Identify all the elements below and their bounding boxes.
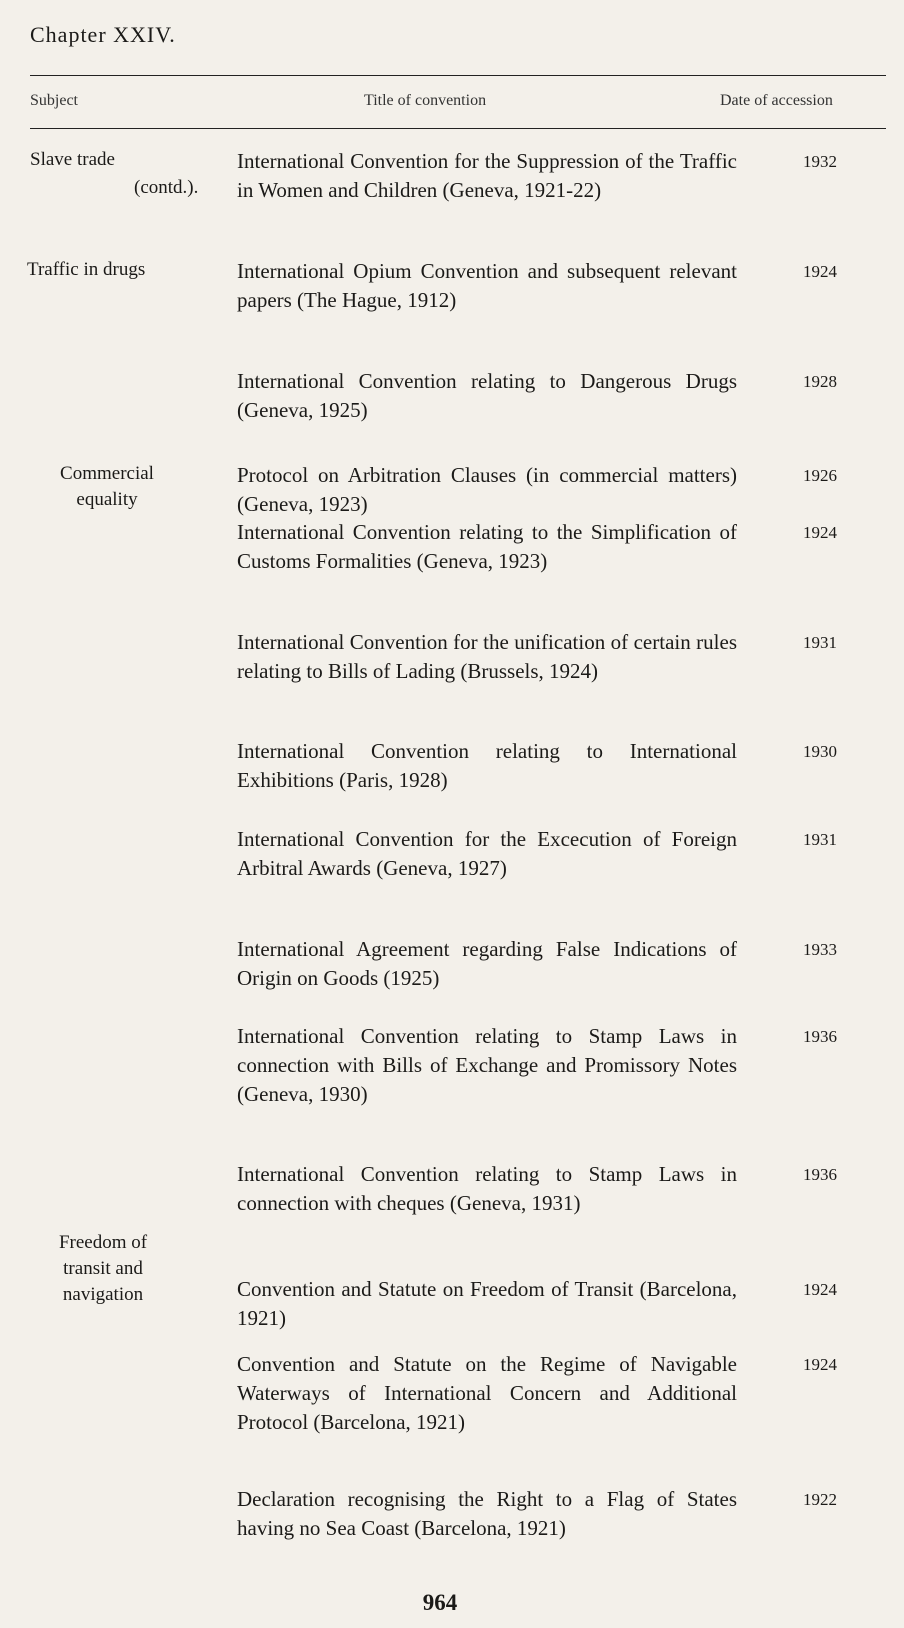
convention-title: International Convention for the unification of certain rules relating to Bills of Lading (Brussels, 1924) xyxy=(237,630,737,683)
column-header-date: Date of accession xyxy=(720,92,833,109)
convention-title: International Convention relating to International Exhibitions (Paris, 1928) xyxy=(237,739,737,792)
header-rule-bottom xyxy=(30,128,886,129)
accession-year: 1924 xyxy=(803,523,837,542)
subject-slave-trade-contd xyxy=(134,175,238,201)
chapter-heading: Chapter XXIV. xyxy=(30,22,176,47)
accession-year: 1931 xyxy=(803,633,837,652)
header-rule-top xyxy=(30,75,886,76)
accession-year: 1924 xyxy=(803,262,837,281)
accession-year: 1924 xyxy=(803,1280,837,1299)
accession-year: 1936 xyxy=(803,1027,837,1046)
subject-traffic-in-drugs xyxy=(27,257,217,283)
subject-line: (contd.). xyxy=(134,177,199,198)
convention-title: International Convention relating to Dangerous Drugs (Geneva, 1925) xyxy=(237,369,737,422)
accession-year: 1936 xyxy=(803,1165,837,1184)
accession-year: 1922 xyxy=(803,1490,837,1509)
convention-title: Protocol on Arbitration Clauses (in commercial matters) (Geneva, 1923) xyxy=(237,463,737,516)
subject-line: Traffic in drugs xyxy=(27,259,146,280)
subject-commercial-equality xyxy=(22,461,192,513)
subject-line: equality xyxy=(76,489,138,510)
subject-freedom-of-transit xyxy=(18,1230,188,1308)
subject-line: Freedom of xyxy=(58,1232,148,1253)
convention-title: International Opium Convention and subsequent relevant papers (The Hague, 1912) xyxy=(237,259,737,312)
convention-title: Convention and Statute on the Regime of Navigable Waterways of International Concern and Additional Protocol (Barcelona, 1921) xyxy=(237,1352,737,1434)
accession-year: 1926 xyxy=(803,466,837,485)
accession-year: 1932 xyxy=(803,152,837,171)
subject-line: navigation xyxy=(62,1284,144,1305)
convention-title: International Convention relating to Stamp Laws in connection with Bills of Exchange and Promissory Notes (Geneva, 1930) xyxy=(237,1024,737,1106)
convention-title: International Convention for the Excecution of Foreign Arbitral Awards (Geneva, 1927) xyxy=(237,827,737,880)
accession-year: 1928 xyxy=(803,372,837,391)
convention-title: Convention and Statute on Freedom of Transit (Barcelona, 1921) xyxy=(237,1277,737,1330)
accession-year: 1931 xyxy=(803,830,837,849)
column-header-subject: Subject xyxy=(30,92,78,109)
accession-year: 1930 xyxy=(803,742,837,761)
subject-slave-trade xyxy=(30,147,205,173)
subject-line: transit and xyxy=(63,1258,143,1279)
accession-year: 1924 xyxy=(803,1355,837,1374)
convention-title: Declaration recognising the Right to a Flag of States having no Sea Coast (Barcelona, 1921) xyxy=(237,1487,737,1540)
convention-title: International Convention relating to the Simplification of Customs Formalities (Geneva, 1923) xyxy=(237,520,737,573)
page-number: 964 xyxy=(422,1590,458,1615)
convention-title: International Agreement regarding False Indications of Origin on Goods (1925) xyxy=(237,937,737,990)
accession-year: 1933 xyxy=(803,940,837,959)
convention-title: International Convention for the Suppression of the Traffic in Women and Children (Geneva, 1921-22) xyxy=(237,149,737,202)
convention-title: International Convention relating to Stamp Laws in connection with cheques (Geneva, 1931) xyxy=(237,1162,737,1215)
subject-line: Slave trade xyxy=(30,149,115,170)
column-header-title: Title of convention xyxy=(364,92,487,109)
subject-line: Commercial xyxy=(60,463,154,484)
